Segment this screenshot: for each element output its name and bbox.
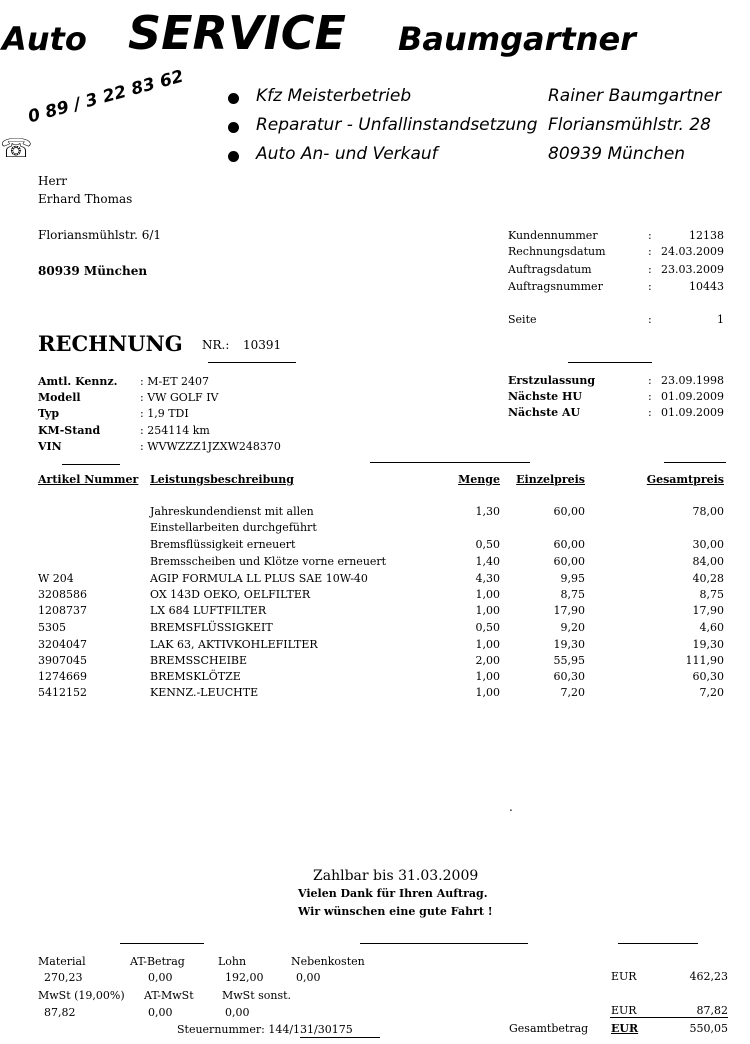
divider bbox=[370, 462, 530, 463]
item-total: 60,30 bbox=[692, 670, 724, 683]
summary-net-currency: EUR bbox=[611, 970, 637, 983]
summary-net-total: 462,23 bbox=[689, 970, 728, 983]
item-total: 7,20 bbox=[699, 686, 724, 699]
divider bbox=[360, 943, 528, 944]
meta-label: Auftragsdatum bbox=[508, 263, 592, 276]
owner-street: Floriansmühlstr. 28 bbox=[548, 115, 711, 135]
item-unit: 8,75 bbox=[560, 588, 585, 601]
divider bbox=[610, 1017, 728, 1018]
meta-label: Seite bbox=[508, 313, 537, 326]
meta-label: Kundennummer bbox=[508, 229, 598, 242]
divider bbox=[618, 943, 698, 944]
bullet-icon bbox=[228, 122, 239, 133]
vehicle-value-text: 254114 km bbox=[147, 424, 210, 437]
vehicle-value: 01.09.2009 bbox=[661, 390, 724, 403]
meta-colon: : bbox=[648, 406, 652, 419]
owner-city: 80939 München bbox=[548, 144, 686, 164]
item-total: 4,60 bbox=[699, 621, 724, 634]
customer-city: 80939 München bbox=[38, 264, 148, 278]
summary-label-nebenkosten: Nebenkosten bbox=[291, 955, 365, 968]
vehicle-value: : 1,9 TDI bbox=[140, 407, 189, 420]
item-artnr: W 204 bbox=[38, 572, 74, 585]
invoice-title: RECHNUNG bbox=[38, 331, 183, 356]
item-desc: LX 684 LUFTFILTER bbox=[150, 604, 267, 617]
item-artnr: 3208586 bbox=[38, 588, 87, 601]
summary-label-mwst-sonst: MwSt sonst. bbox=[222, 989, 292, 1002]
vehicle-label: VIN bbox=[38, 440, 62, 453]
summary-label-at-betrag: AT-Betrag bbox=[130, 955, 185, 968]
meta-colon: : bbox=[648, 390, 652, 403]
service-item: Auto An- und Verkauf bbox=[256, 144, 438, 164]
item-unit: 55,95 bbox=[553, 654, 585, 667]
vehicle-value: : WVWZZZ1JZXW248370 bbox=[140, 440, 281, 453]
item-unit: 7,20 bbox=[560, 686, 585, 699]
item-desc: Bremsscheiben und Klötze vorne erneuert bbox=[150, 555, 387, 568]
grand-total-currency: EUR bbox=[611, 1022, 639, 1035]
owner-name: Rainer Baumgartner bbox=[548, 86, 722, 106]
thanks-line-1: Vielen Dank für Ihren Auftrag. bbox=[298, 887, 488, 900]
item-qty: 1,00 bbox=[475, 670, 500, 683]
summary-at-betrag: 0,00 bbox=[148, 971, 173, 984]
item-unit: 60,00 bbox=[553, 555, 585, 568]
col-header-unit: Einzelpreis bbox=[516, 473, 585, 486]
bullet-icon bbox=[228, 93, 239, 104]
item-artnr: 3907045 bbox=[38, 654, 87, 667]
vehicle-value-text: 1,9 TDI bbox=[147, 407, 189, 420]
vehicle-label: Typ bbox=[38, 407, 60, 420]
item-desc: BREMSFLÜSSIGKEIT bbox=[150, 621, 273, 634]
vehicle-value: : VW GOLF IV bbox=[140, 391, 219, 404]
item-qty: 1,40 bbox=[475, 555, 500, 568]
grand-total-label: Gesamtbetrag bbox=[509, 1022, 589, 1035]
vehicle-value-text: VW GOLF IV bbox=[147, 391, 219, 404]
item-total: 30,00 bbox=[692, 538, 724, 551]
summary-at-mwst: 0,00 bbox=[148, 1006, 173, 1019]
summary-mwst: 87,82 bbox=[44, 1006, 76, 1019]
item-unit: 9,95 bbox=[560, 572, 585, 585]
item-artnr: 5305 bbox=[38, 621, 66, 634]
item-qty: 1,00 bbox=[475, 588, 500, 601]
item-desc: LAK 63, AKTIVKOHLEFILTER bbox=[150, 638, 318, 651]
meta-value: 10443 bbox=[689, 280, 724, 293]
item-unit: 60,30 bbox=[553, 670, 585, 683]
vehicle-label: KM-Stand bbox=[38, 424, 101, 437]
dot-mark: . bbox=[509, 800, 513, 814]
customer-name: Erhard Thomas bbox=[38, 192, 133, 206]
divider bbox=[120, 943, 204, 944]
item-unit: 17,90 bbox=[553, 604, 585, 617]
vehicle-label: Nächste AU bbox=[508, 406, 581, 419]
vehicle-value-text: WVWZZZ1JZXW248370 bbox=[147, 440, 281, 453]
item-qty: 2,00 bbox=[475, 654, 500, 667]
summary-tax-currency: EUR bbox=[611, 1004, 637, 1017]
invoice-number-label: NR.: bbox=[202, 338, 230, 352]
vehicle-label: Erstzulassung bbox=[508, 374, 596, 387]
invoice-number: 10391 bbox=[243, 338, 282, 352]
phone-number: 0 89 / 3 22 83 62 bbox=[26, 66, 186, 128]
summary-label-lohn: Lohn bbox=[218, 955, 247, 968]
grand-total-value: 550,05 bbox=[689, 1022, 728, 1035]
item-artnr: 5412152 bbox=[38, 686, 87, 699]
item-unit: 60,00 bbox=[553, 538, 585, 551]
meta-colon: : bbox=[648, 313, 652, 326]
brand-service: SERVICE bbox=[128, 6, 346, 60]
item-desc: Einstellarbeiten durchgeführt bbox=[150, 521, 317, 534]
item-desc: BREMSSCHEIBE bbox=[150, 654, 248, 667]
item-artnr: 1208737 bbox=[38, 604, 87, 617]
summary-tax-total: 87,82 bbox=[696, 1004, 728, 1017]
divider bbox=[568, 362, 652, 363]
vehicle-value-text: M-ET 2407 bbox=[147, 375, 210, 388]
divider bbox=[62, 464, 120, 465]
summary-nebenkosten: 0,00 bbox=[296, 971, 321, 984]
item-unit: 9,20 bbox=[560, 621, 585, 634]
meta-label: Auftragsnummer bbox=[508, 280, 603, 293]
service-item: Kfz Meisterbetrieb bbox=[256, 86, 412, 106]
summary-label-material: Material bbox=[38, 955, 86, 968]
col-header-total: Gesamtpreis bbox=[646, 473, 724, 486]
item-desc: AGIP FORMULA LL PLUS SAE 10W-40 bbox=[150, 572, 368, 585]
due-date: Zahlbar bis 31.03.2009 bbox=[313, 868, 479, 884]
phone-icon: ☏ bbox=[0, 134, 33, 164]
item-total: 40,28 bbox=[692, 572, 724, 585]
divider bbox=[208, 362, 296, 363]
meta-value: 24.03.2009 bbox=[661, 245, 724, 258]
meta-value: 12138 bbox=[689, 229, 724, 242]
item-qty: 1,00 bbox=[475, 604, 500, 617]
meta-value: 1 bbox=[717, 313, 724, 326]
col-header-artnr: Artikel Nummer bbox=[38, 473, 139, 486]
item-qty: 0,50 bbox=[475, 621, 500, 634]
meta-colon: : bbox=[648, 245, 652, 258]
customer-street: Floriansmühlstr. 6/1 bbox=[38, 228, 162, 242]
item-qty: 4,30 bbox=[475, 572, 500, 585]
item-desc: Jahreskundendienst mit allen bbox=[150, 505, 314, 518]
service-item: Reparatur - Unfallinstandsetzung bbox=[256, 115, 538, 135]
brand-auto: Auto bbox=[2, 20, 87, 58]
item-desc: OX 143D OEKO, OELFILTER bbox=[150, 588, 311, 601]
meta-colon: : bbox=[648, 280, 652, 293]
item-total: 17,90 bbox=[692, 604, 724, 617]
item-desc: BREMSKLÖTZE bbox=[150, 670, 241, 683]
col-header-desc: Leistungsbeschreibung bbox=[150, 473, 294, 486]
item-total: 8,75 bbox=[699, 588, 724, 601]
summary-mwst-sonst: 0,00 bbox=[225, 1006, 250, 1019]
item-unit: 60,00 bbox=[553, 505, 585, 518]
summary-label-mwst: MwSt (19,00%) bbox=[38, 989, 125, 1002]
item-total: 78,00 bbox=[692, 505, 724, 518]
item-total: 111,90 bbox=[685, 654, 724, 667]
item-unit: 19,30 bbox=[553, 638, 585, 651]
meta-value: 23.03.2009 bbox=[661, 263, 724, 276]
tax-number: Steuernummer: 144/131/30175 bbox=[177, 1023, 353, 1036]
summary-label-at-mwst: AT-MwSt bbox=[144, 989, 194, 1002]
vehicle-value: 23.09.1998 bbox=[661, 374, 724, 387]
vehicle-value: : M-ET 2407 bbox=[140, 375, 210, 388]
item-artnr: 3204047 bbox=[38, 638, 87, 651]
meta-colon: : bbox=[648, 263, 652, 276]
item-qty: 1,00 bbox=[475, 686, 500, 699]
item-desc: Bremsflüssigkeit erneuert bbox=[150, 538, 296, 551]
bullet-icon bbox=[228, 151, 239, 162]
item-qty: 1,00 bbox=[475, 638, 500, 651]
vehicle-label: Modell bbox=[38, 391, 81, 404]
item-artnr: 1274669 bbox=[38, 670, 87, 683]
summary-material: 270,23 bbox=[44, 971, 83, 984]
item-total: 84,00 bbox=[692, 555, 724, 568]
vehicle-value: : 254114 km bbox=[140, 424, 210, 437]
thanks-line-2: Wir wünschen eine gute Fahrt ! bbox=[298, 905, 493, 918]
item-qty: 0,50 bbox=[475, 538, 500, 551]
customer-salutation: Herr bbox=[38, 174, 68, 188]
vehicle-label: Amtl. Kennz. bbox=[38, 375, 118, 388]
meta-colon: : bbox=[648, 374, 652, 387]
vehicle-value: 01.09.2009 bbox=[661, 406, 724, 419]
item-qty: 1,30 bbox=[475, 505, 500, 518]
divider bbox=[300, 1037, 380, 1038]
meta-label: Rechnungsdatum bbox=[508, 245, 606, 258]
meta-colon: : bbox=[648, 229, 652, 242]
vehicle-label: Nächste HU bbox=[508, 390, 582, 403]
divider bbox=[664, 462, 726, 463]
summary-lohn: 192,00 bbox=[225, 971, 264, 984]
item-desc: KENNZ.-LEUCHTE bbox=[150, 686, 259, 699]
item-total: 19,30 bbox=[692, 638, 724, 651]
brand-name: Baumgartner bbox=[398, 20, 636, 58]
col-header-qty: Menge bbox=[458, 473, 500, 486]
